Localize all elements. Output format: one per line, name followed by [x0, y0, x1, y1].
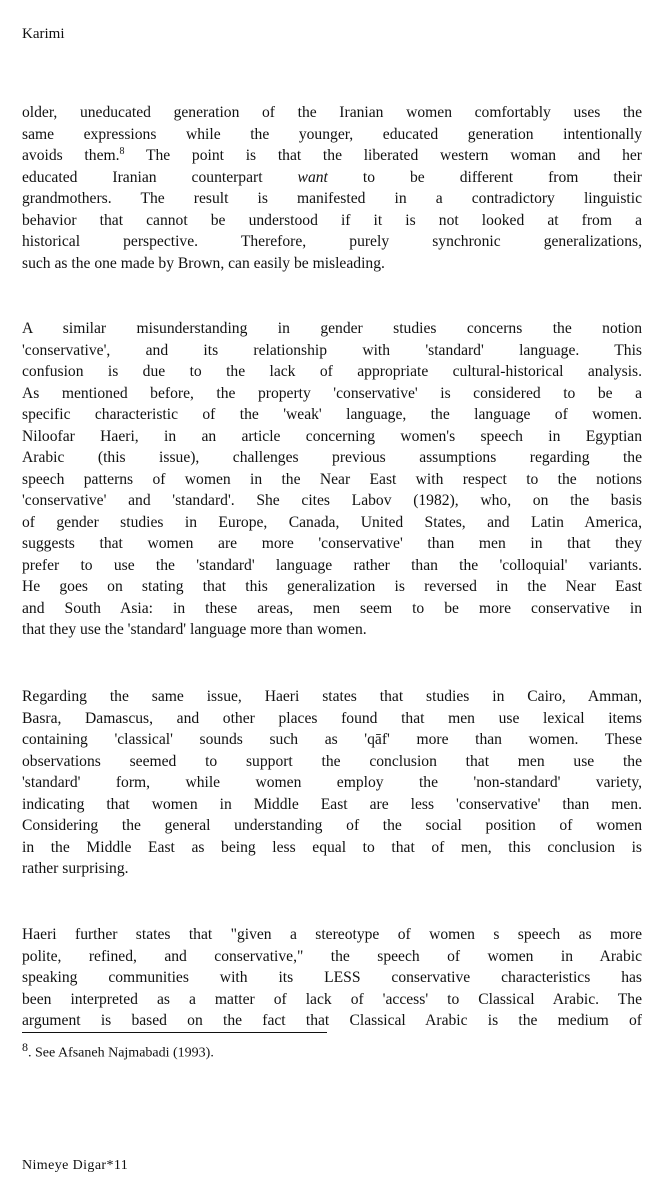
- text-line: been interpreted as a matter of lack of 'access' to Classical Arabic. The: [22, 990, 642, 1008]
- text-line: He goes on stating that this generalization is reversed in the Near East: [22, 578, 642, 595]
- text-line: polite, refined, and conservative," the speech of women in Arabic: [22, 947, 642, 965]
- text-line: Arabic (this issue), challenges previous assumptions regarding the: [22, 449, 642, 466]
- text-line: 'standard' form, while women employ the 'non-standard' variety,: [22, 774, 642, 791]
- paragraph-3: [22, 686, 642, 880]
- text-line: historical perspective. Therefore, purely synchronic generalizations,: [22, 233, 642, 250]
- text-segment: to be different from their: [327, 168, 642, 186]
- footnote: [22, 1040, 214, 1062]
- footnote-number: 8: [22, 1040, 28, 1054]
- text-line: argument is based on the fact that Classical Arabic is the medium of: [22, 1012, 642, 1029]
- text-line: that they use the 'standard' language more than women.: [22, 621, 367, 638]
- paragraph-2: [22, 318, 642, 641]
- text-line: in the Middle East as being less equal to that of men, this conclusion is: [22, 838, 642, 856]
- page-footer: Nimeye Digar*11: [22, 1158, 129, 1173]
- text-segment: educated Iranian counterpart: [22, 168, 298, 186]
- footnote-text: . See Afsaneh Najmabadi (1993).: [28, 1045, 214, 1061]
- text-line: observations seemed to support the conclusion that men use the: [22, 752, 642, 770]
- text-line: same expressions while the younger, educated generation intentionally: [22, 125, 642, 143]
- text-line: Niloofar Haeri, in an article concerning women's speech in Egyptian: [22, 427, 642, 445]
- paragraph-1: [22, 102, 642, 274]
- text-line: Basra, Damascus, and other places found that men use lexical items: [22, 709, 642, 727]
- text-line: A similar misunderstanding in gender studies concerns the notion: [22, 320, 642, 337]
- text-line: As mentioned before, the property 'conservative' is considered to be a: [22, 384, 642, 402]
- paragraph-4: [22, 924, 642, 1032]
- text-line: grandmothers. The result is manifested in a contradictory linguistic: [22, 190, 642, 207]
- text-line: behavior that cannot be understood if it is not looked at from a: [22, 211, 642, 229]
- text-line: rather surprising.: [22, 860, 129, 877]
- text-line: of gender studies in Europe, Canada, United States, and Latin America,: [22, 513, 642, 531]
- text-line: Considering the general understanding of the social position of women: [22, 817, 642, 834]
- text-line: older, uneducated generation of the Iranian women comfortably uses the: [22, 104, 642, 121]
- text-line: speech patterns of women in the Near East with respect to the notions: [22, 470, 642, 488]
- text-line: 'conservative' and 'standard'. She cites Labov (1982), who, on the basis: [22, 492, 642, 509]
- text-line: 'conservative', and its relationship with 'standard' language. This: [22, 341, 642, 359]
- footnote-divider: [22, 1032, 327, 1033]
- text-line: suggests that women are more 'conservative' than men in that they: [22, 535, 642, 552]
- footnote-reference: 8: [119, 145, 125, 157]
- text-line: speaking communities with its LESS conservative characteristics has: [22, 969, 642, 986]
- text-line: Haeri further states that "given a stereotype of women s speech as more: [22, 926, 642, 943]
- text-segment: The point is that the liberated western woman and her: [124, 147, 642, 164]
- text-line: prefer to use the 'standard' language rather than the 'colloquial' variants.: [22, 556, 642, 574]
- text-line: and South Asia: in these areas, men seem to be more conservative in: [22, 599, 642, 617]
- text-line: containing 'classical' sounds such as 'qāf' more than women. These: [22, 731, 642, 748]
- text-segment: avoids them.: [22, 147, 120, 164]
- text-line: Regarding the same issue, Haeri states that studies in Cairo, Amman,: [22, 688, 642, 705]
- text-line: specific characteristic of the 'weak' language, the language of women.: [22, 406, 642, 423]
- text-line: [22, 145, 642, 167]
- text-line: confusion is due to the lack of appropriate cultural-historical analysis.: [22, 363, 642, 380]
- text-line: indicating that women in Middle East are less 'conservative' than men.: [22, 795, 642, 813]
- running-head: Karimi: [22, 26, 65, 42]
- emphasis-word: want: [297, 168, 328, 186]
- text-line: such as the one made by Brown, can easily be misleading.: [22, 254, 385, 272]
- text-line: [22, 167, 642, 189]
